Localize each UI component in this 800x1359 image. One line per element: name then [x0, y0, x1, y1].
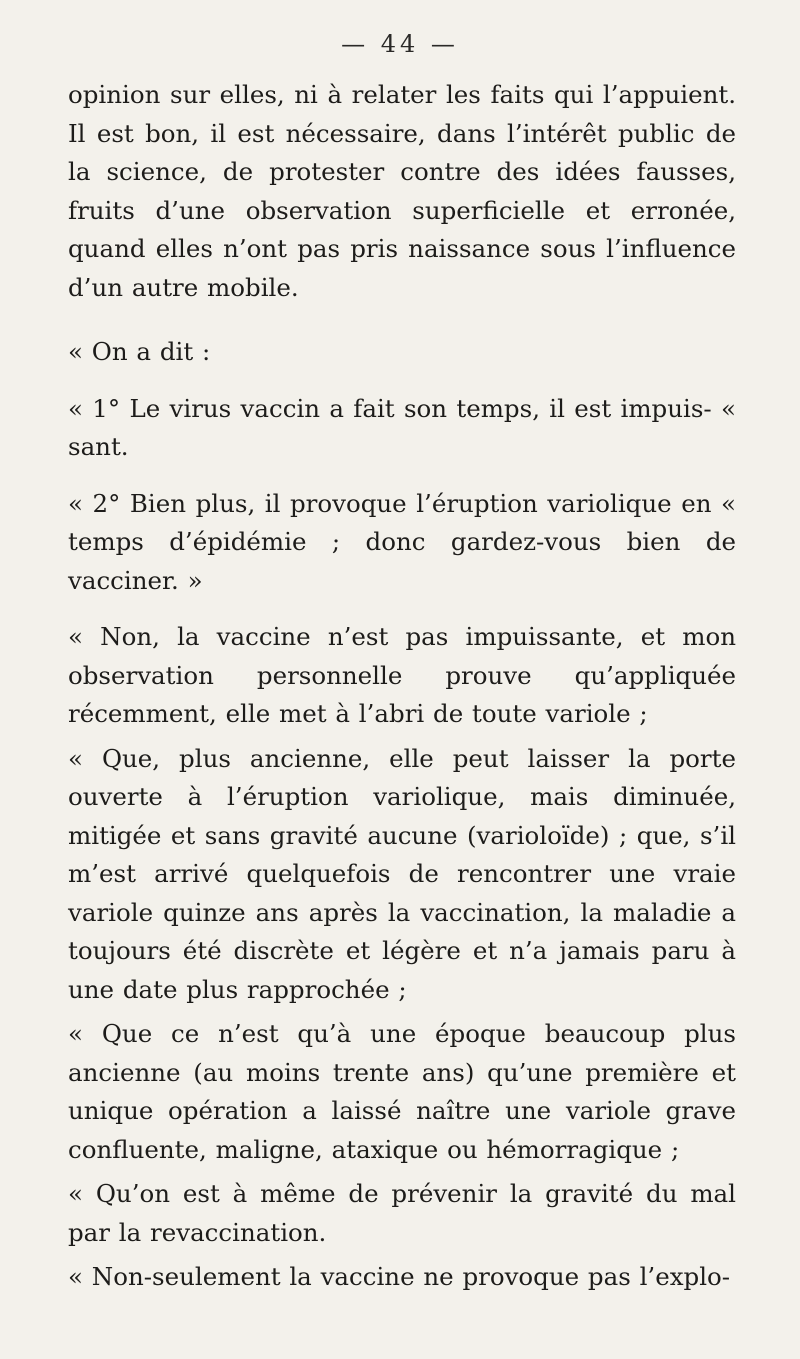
paragraph-non-la-vaccine: « Non, la vaccine n’est pas impuissante, et mon observation personnelle prouve qu’appliquée récemment, elle met à l’abri de toute variole ; [68, 622, 736, 728]
paragraph-on-a-dit: « On a dit : [68, 337, 211, 366]
paragraph-point-2: « 2° Bien plus, il provoque l’éruption variolique en « temps d’épidémie ; donc gardez-vous bien de vacciner. » [68, 488, 736, 595]
paragraph-opinion: opinion sur elles, ni à relater les faits qui l’appuient. Il est bon, il est nécessaire, dans l’intérêt public de la science, de protester contre des idées fausses, fruits d’une observation superficielle et erronée, quand elles n’ont pas pris naissance sous l’influence d’un autre mobile. [68, 80, 736, 302]
document-body [68, 76, 736, 1297]
paragraph-que-ce-nest: « Que ce n’est qu’à une époque beaucoup plus ancienne (au moins trente ans) qu’une première et unique opération a laissé naître une variole grave confluente, maligne, ataxique ou hémorragique ; [68, 1019, 736, 1164]
paragraph-revaccination: « Qu’on est à même de prévenir la gravité du mal par la revaccination. [68, 1179, 736, 1247]
paragraph-que-plus-ancienne: « Que, plus ancienne, elle peut laisser la porte ouverte à l’éruption variolique, mais diminuée, mitigée et sans gravité aucune (varioloïde) ; que, s’il m’est arrivé quelquefois de rencontrer une vraie variole quinze ans après la vaccination, la maladie a toujours été discrète et légère et n’a jamais paru à une date plus rapprochée ; [68, 743, 736, 1004]
page-number-header: — 44 — [341, 30, 459, 58]
paragraph-point-1: « 1° Le virus vaccin a fait son temps, il est impuis- « sant. [68, 393, 736, 461]
paragraph-non-seulement: « Non-seulement la vaccine ne provoque pas l’explo- [68, 1262, 731, 1291]
